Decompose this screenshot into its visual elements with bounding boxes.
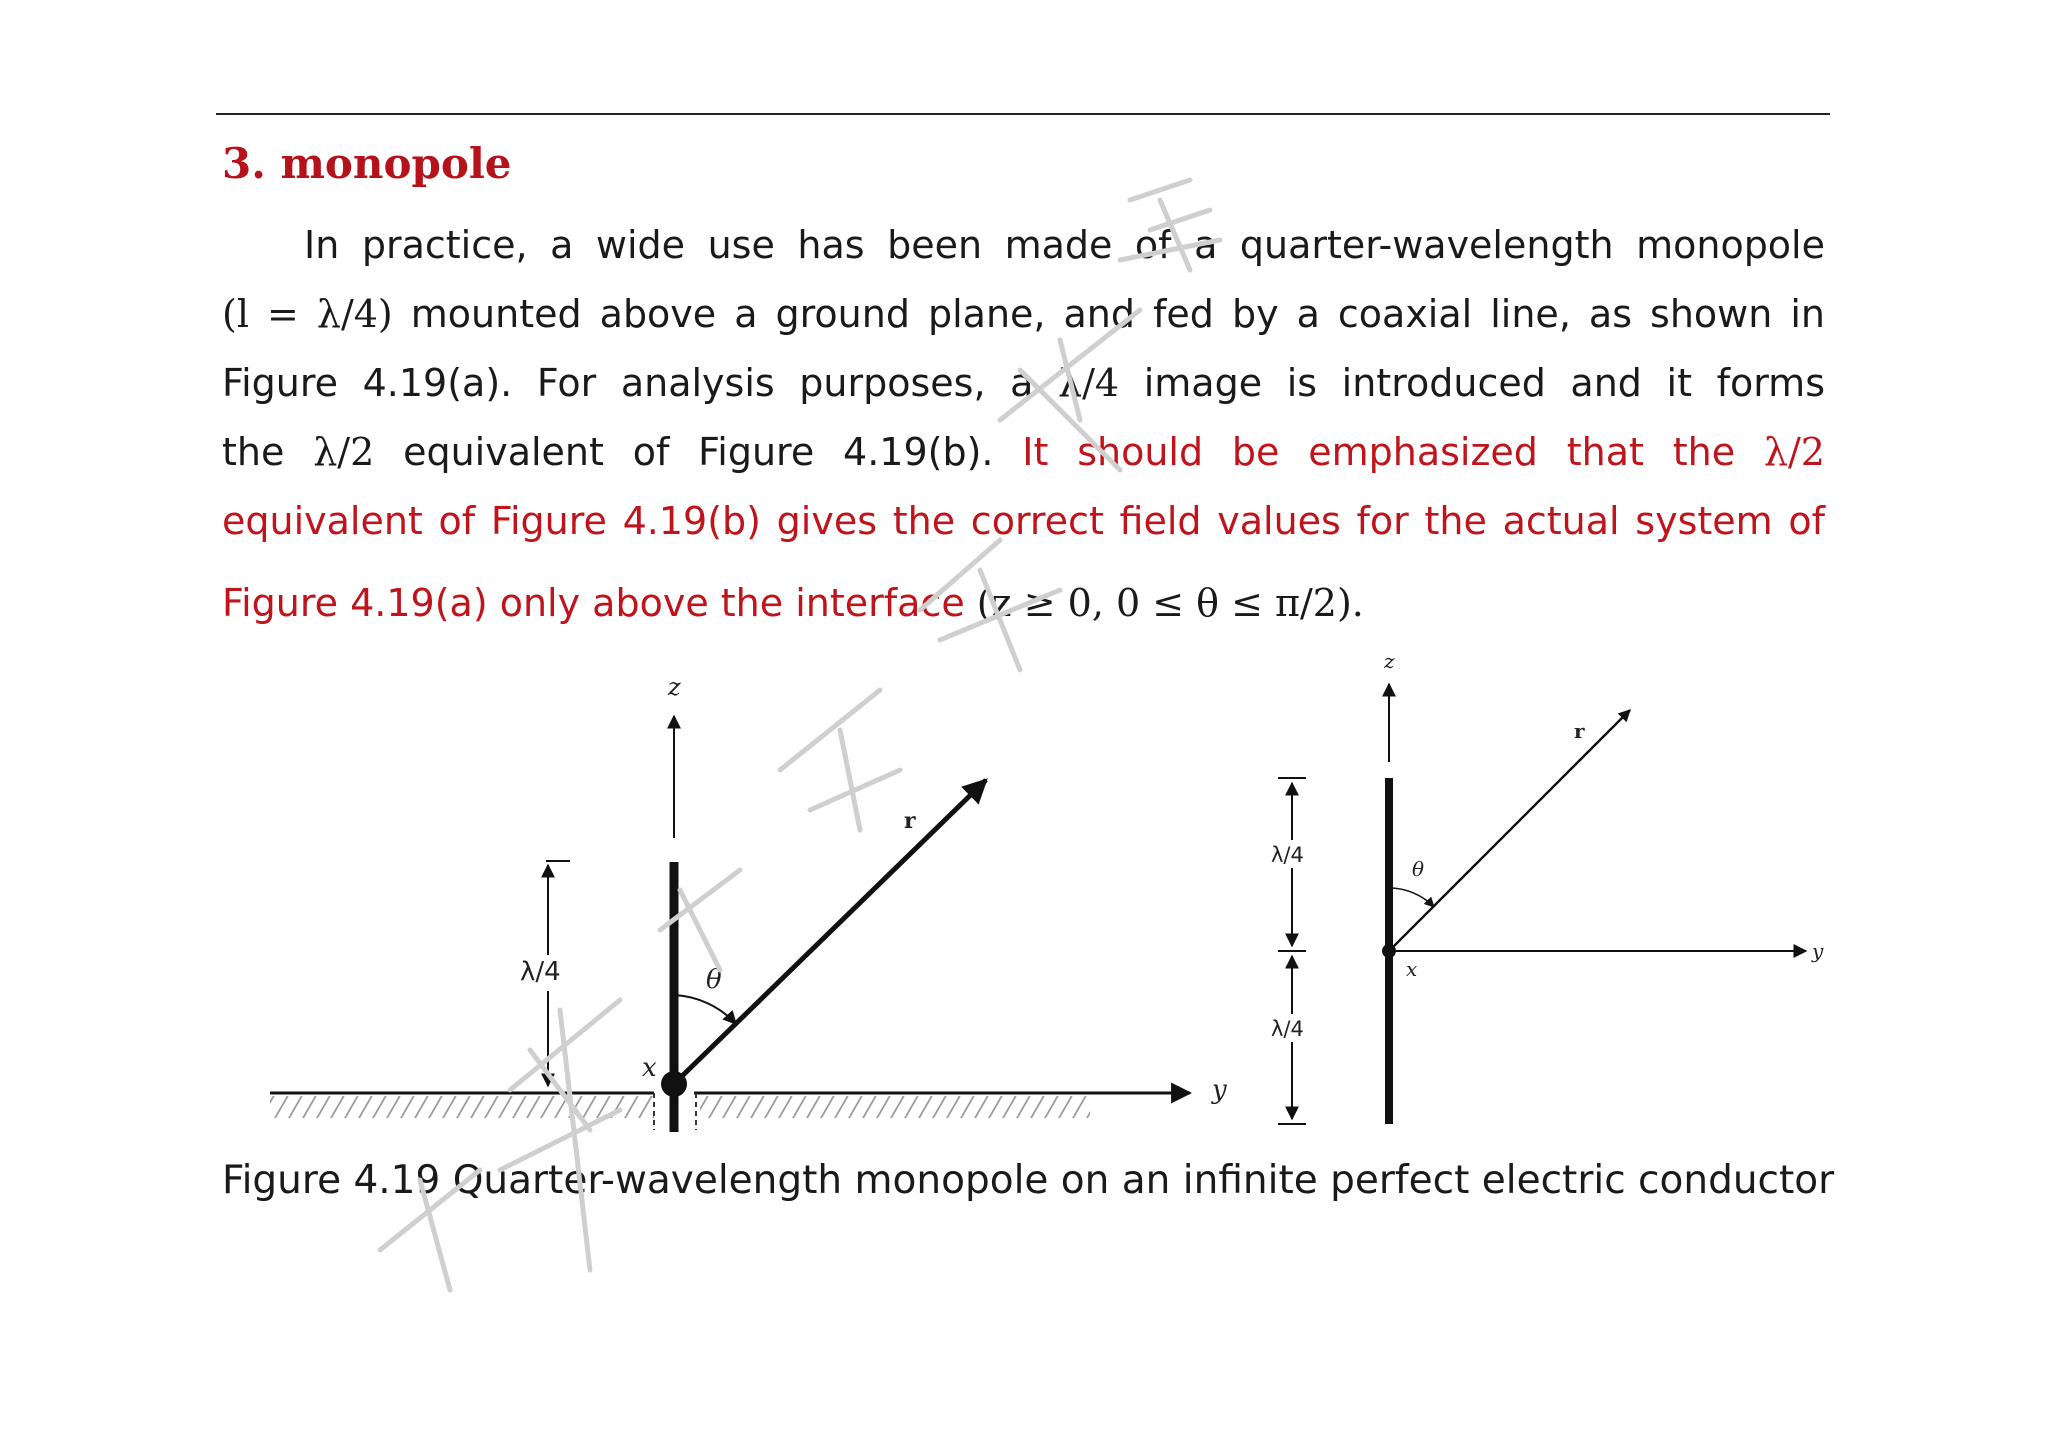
y-axis-label-b: y — [1812, 939, 1824, 963]
paragraph-line-4 — [222, 429, 1825, 475]
r-vector — [678, 780, 986, 1080]
theta-arc-b — [1389, 888, 1434, 907]
paragraph-line-6 — [222, 580, 1825, 626]
paragraph-text — [222, 291, 1825, 337]
text-run: mounted above a ground plane, and fed by a coaxial line, as shown in — [392, 292, 1825, 336]
r-vector-b — [1389, 710, 1630, 951]
figure-b — [1268, 649, 1824, 1124]
paragraph-text — [222, 580, 1825, 626]
dim-label-upper: λ/4 — [1271, 843, 1304, 867]
paragraph-line-5 — [222, 498, 1825, 544]
y-axis-label: y — [1212, 1075, 1227, 1105]
figure-caption: Figure 4.19 Quarter-wavelength monopole on an infinite perfect electric conductor — [222, 1158, 1835, 1203]
math-expression: λ/2 — [313, 430, 375, 474]
header-rule — [216, 113, 1830, 115]
paragraph-text: In practice, a wide use has been made of a quarter-wavelength monopole — [304, 223, 1825, 267]
paragraph-text — [222, 360, 1825, 406]
emphasis-text: equivalent of Figure 4.19(b) gives the correct field values for the actual system of — [222, 499, 1825, 543]
emphasis-text: Figure 4.19(a) only above the interface — [222, 581, 965, 625]
theta-arc — [674, 995, 736, 1024]
x-axis-label-b: x — [1406, 957, 1418, 981]
ground-hatching-right — [700, 1096, 1090, 1118]
math-expression: λ/4 — [1058, 361, 1120, 405]
x-axis-label: x — [642, 1053, 657, 1083]
paragraph-line-2 — [222, 291, 1825, 337]
section-heading: 3. monopole — [222, 139, 512, 188]
text-run: the — [222, 430, 314, 474]
math-expression: λ/2 — [1763, 430, 1825, 474]
r-vector-label: r — [904, 808, 916, 834]
math-expression: (l = λ/4) — [222, 292, 393, 336]
theta-label-b: θ — [1412, 857, 1425, 881]
paragraph-line-1 — [222, 222, 1825, 268]
z-axis-label-b: z — [1384, 649, 1395, 673]
text-run: equivalent of Figure 4.19(b). — [374, 430, 1023, 474]
ground-hatching-left — [270, 1096, 654, 1118]
z-axis-label: z — [668, 673, 681, 701]
monopole-figure — [250, 640, 1850, 1140]
paragraph-line-3 — [222, 360, 1825, 406]
math-expression: (z ≥ 0, 0 ≤ θ ≤ π/2). — [964, 581, 1364, 625]
emphasis-text: It should be emphasized that the — [1022, 430, 1764, 474]
text-run: Figure 4.19(a). For analysis purposes, a — [222, 361, 1059, 405]
dim-label-lower: λ/4 — [1271, 1017, 1304, 1041]
theta-label: θ — [706, 965, 722, 995]
paragraph-text — [222, 429, 1825, 475]
figure-a — [270, 673, 1227, 1132]
text-run: image is introduced and it forms — [1119, 361, 1825, 405]
r-vector-label-b: r — [1574, 719, 1585, 743]
dimension-label: λ/4 — [520, 957, 561, 987]
